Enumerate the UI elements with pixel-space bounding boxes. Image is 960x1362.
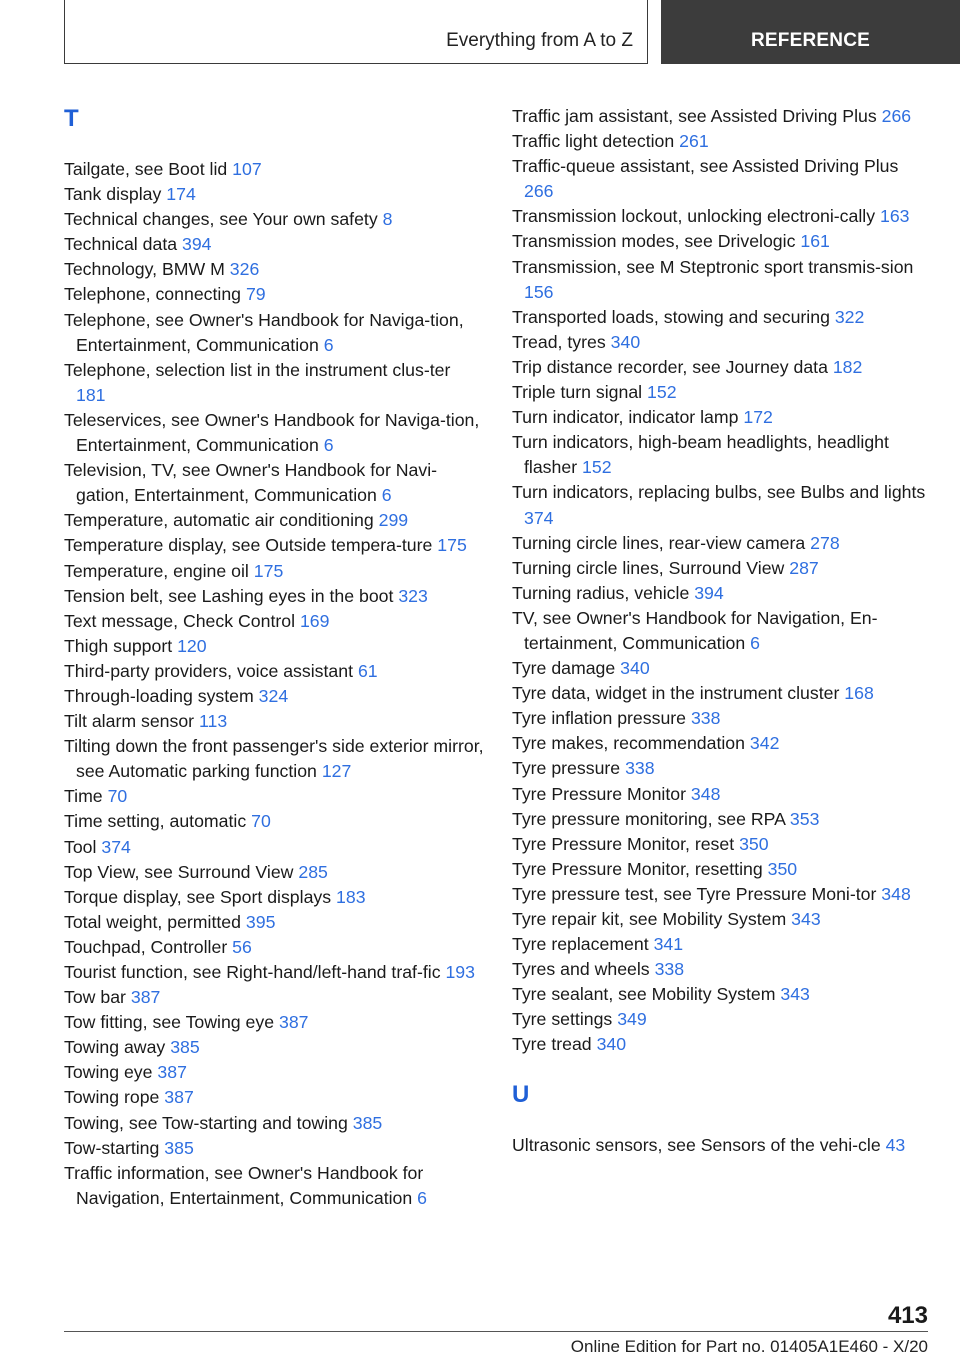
- index-entry: [64, 1035, 484, 1060]
- index-page-link[interactable]: 174: [166, 184, 196, 205]
- index-column-right: [512, 104, 932, 1158]
- index-entry-text: Tow-starting: [64, 1137, 160, 1158]
- index-entry: [512, 857, 932, 882]
- index-entry: [512, 556, 932, 581]
- index-page-link[interactable]: 343: [791, 909, 821, 929]
- index-entry-text: Trip distance recorder, see Journey data: [512, 356, 828, 377]
- index-entry-text: Through-loading system: [64, 685, 254, 706]
- index-entry-list: [512, 104, 932, 1058]
- index-page-link[interactable]: 182: [832, 356, 863, 377]
- page-number: 413: [887, 1302, 928, 1329]
- index-entry: [512, 104, 932, 129]
- index-entry: [64, 559, 484, 584]
- index-page-link[interactable]: 120: [177, 635, 207, 656]
- index-page-link[interactable]: 338: [625, 758, 655, 779]
- index-entry-text: Transmission modes, see Drivelogic: [512, 231, 796, 252]
- index-page-link[interactable]: 340: [620, 658, 650, 679]
- index-page-link[interactable]: 6: [323, 334, 334, 355]
- index-entry-text: Tyres and wheels: [512, 959, 650, 980]
- index-entry-text: Telephone, selection list in the instrument clus‐ter: [64, 359, 451, 380]
- index-entry: [64, 809, 484, 834]
- index-entry-text: TV, see Owner's Handbook for Navigation, En‐tertainment, Communication: [512, 607, 878, 653]
- index-entry-text: Teleservices, see Owner's Handbook for Naviga‐tion, Entertainment, Communication: [64, 409, 480, 456]
- index-entry-text: Technical changes, see Your own safety: [64, 209, 378, 230]
- index-page-link[interactable]: 61: [357, 660, 378, 681]
- index-page-link[interactable]: 193: [445, 962, 475, 982]
- index-entry: [512, 656, 932, 681]
- index-entry: [64, 182, 484, 207]
- index-page-link[interactable]: 152: [582, 457, 612, 478]
- index-entry: [64, 408, 484, 458]
- index-entry-text: Towing eye: [64, 1062, 153, 1083]
- index-entry-text: Tyre damage: [512, 658, 616, 679]
- index-entry: [512, 405, 932, 430]
- index-entry-text: Traffic-queue assistant, see Assisted Driving Plus: [512, 156, 899, 177]
- index-entry-text: Triple turn signal: [512, 382, 643, 403]
- reference-tab[interactable]: [661, 0, 960, 64]
- index-entry-text: Touchpad, Controller: [64, 936, 228, 957]
- index-page-link[interactable]: 266: [524, 181, 554, 202]
- index-entry-text: Top View, see Surround View: [64, 861, 294, 882]
- index-entry: [64, 1060, 484, 1085]
- index-entry-list: [512, 1133, 932, 1158]
- index-entry-text: Tyre settings: [512, 1009, 613, 1030]
- index-page-link[interactable]: 353: [789, 808, 820, 829]
- index-entry: [512, 832, 932, 857]
- index-entry-text: Text message, Check Control: [64, 610, 296, 631]
- footer-edition-text: Online Edition for Part no. 01405A1E460 - X/20: [570, 1337, 928, 1356]
- index-page-link[interactable]: 266: [881, 106, 912, 126]
- index-page-link[interactable]: 387: [279, 1012, 309, 1033]
- index-entry: [64, 533, 484, 558]
- index-entry: [512, 907, 932, 932]
- index-entry-text: Tank display: [64, 184, 162, 205]
- index-entry-text: Tool: [64, 836, 97, 857]
- index-entry: [512, 380, 932, 405]
- index-page-link[interactable]: 152: [647, 382, 677, 403]
- index-page-link[interactable]: 340: [596, 1034, 627, 1055]
- header-section-box: [64, 0, 648, 64]
- index-entry: [64, 584, 484, 609]
- index-page-link[interactable]: 348: [690, 783, 721, 804]
- index-page-link[interactable]: 326: [229, 259, 260, 280]
- index-entry-text: Transmission, see M Steptronic sport transmis‐sion: [512, 256, 914, 277]
- index-page-link[interactable]: 342: [749, 733, 780, 754]
- index-page-link[interactable]: 175: [253, 560, 284, 581]
- index-page-link[interactable]: 349: [617, 1009, 647, 1030]
- index-page-link[interactable]: 113: [199, 711, 228, 732]
- index-entry: [64, 684, 484, 709]
- index-page-link[interactable]: 387: [164, 1087, 194, 1108]
- index-entry: [64, 935, 484, 960]
- index-entry: [64, 308, 484, 358]
- index-entry: [64, 885, 484, 910]
- index-entry-text: Tow bar: [64, 987, 126, 1008]
- index-entry: [512, 229, 932, 254]
- index-entry: [512, 807, 932, 832]
- index-entry: [512, 355, 932, 380]
- index-entry: [512, 1133, 932, 1158]
- index-entry-text: Transported loads, stowing and securing: [512, 306, 830, 327]
- index-entry-text: Turn indicators, replacing bulbs, see Bulbs and lights: [512, 482, 926, 503]
- index-entry: [512, 154, 932, 204]
- index-page-link[interactable]: 348: [881, 883, 911, 904]
- index-entry-text: Tourist function, see Right-hand/left-hand traf‐fic: [64, 962, 441, 982]
- index-page-link[interactable]: 338: [690, 708, 721, 729]
- index-entry: [64, 458, 484, 508]
- index-page-link[interactable]: 374: [101, 836, 131, 857]
- index-page-link[interactable]: 70: [107, 786, 128, 807]
- index-page-link[interactable]: 285: [298, 861, 328, 882]
- index-entry-text: Turning circle lines, Surround View: [512, 557, 785, 578]
- index-entry: [512, 756, 932, 781]
- index-entry: [64, 835, 484, 860]
- index-entry: [512, 1032, 932, 1057]
- index-page-link[interactable]: 394: [182, 234, 212, 255]
- index-entry: [512, 129, 932, 154]
- index-page-link[interactable]: 181: [76, 384, 106, 405]
- index-letter-heading: T: [64, 105, 79, 132]
- index-page-link[interactable]: 385: [352, 1112, 383, 1133]
- index-entry-text: Tyre pressure: [512, 758, 621, 779]
- index-page-link[interactable]: 6: [323, 435, 334, 456]
- index-page-link[interactable]: 163: [880, 206, 910, 227]
- index-entry: [64, 784, 484, 809]
- index-entry: [64, 609, 484, 634]
- index-entry: [512, 882, 932, 907]
- index-page-link[interactable]: 8: [382, 209, 393, 230]
- index-entry-text: Tyre inflation pressure: [512, 708, 687, 729]
- index-entry-text: Traffic jam assistant, see Assisted Driving Plus: [512, 106, 877, 126]
- index-page-link[interactable]: 350: [739, 833, 769, 854]
- index-entry: [64, 1111, 484, 1136]
- index-page-link[interactable]: 278: [810, 532, 840, 553]
- index-page-link[interactable]: 261: [679, 131, 709, 152]
- index-entry: [512, 330, 932, 355]
- index-entry: [512, 706, 932, 731]
- index-entry-text: Tyre pressure test, see Tyre Pressure Moni‐tor: [512, 883, 877, 904]
- section-title: Everything from A to Z: [446, 30, 633, 51]
- index-entry: [64, 960, 484, 985]
- index-entry-text: Time setting, automatic: [64, 811, 247, 832]
- index-page-link[interactable]: 350: [767, 858, 798, 879]
- index-entry-text: Tyre replacement: [512, 934, 649, 955]
- index-page-link[interactable]: 338: [654, 959, 685, 980]
- index-entry-text: Turn indicator, indicator lamp: [512, 407, 739, 428]
- index-page-link[interactable]: 394: [694, 582, 724, 603]
- index-entry-text: Tilting down the front passenger's side exterior mirror, see Automatic parking function: [64, 736, 484, 782]
- index-entry-text: Tyre data, widget in the instrument cluster: [512, 683, 840, 704]
- index-entry: [64, 157, 484, 182]
- index-entry: [64, 659, 484, 684]
- index-page-link[interactable]: 169: [299, 610, 330, 631]
- index-entry-text: Tyre sealant, see Mobility System: [512, 984, 776, 1005]
- index-page-link[interactable]: 172: [743, 407, 773, 428]
- index-entry: [512, 681, 932, 706]
- index-entry-text: Traffic light detection: [512, 131, 675, 152]
- index-entry: [512, 204, 932, 229]
- index-entry: [64, 282, 484, 307]
- reference-tab-label: REFERENCE: [751, 30, 870, 51]
- index-entry: [64, 508, 484, 533]
- index-entry-text: Tension belt, see Lashing eyes in the boot: [64, 585, 394, 606]
- index-entry: [64, 860, 484, 885]
- index-entry-text: Towing away: [64, 1037, 166, 1058]
- index-page-link[interactable]: 6: [750, 632, 760, 653]
- index-entry: [64, 358, 484, 408]
- index-page-link[interactable]: 6: [381, 485, 392, 506]
- index-page-link[interactable]: 287: [789, 557, 819, 578]
- index-letter-heading: U: [512, 1080, 530, 1108]
- index-entry-text: Tyre tread: [512, 1034, 592, 1055]
- index-entry-text: Tyre makes, recommendation: [512, 733, 745, 754]
- index-entry-text: Total weight, permitted: [64, 911, 241, 932]
- index-page-link[interactable]: 341: [653, 934, 684, 955]
- index-entry: [64, 257, 484, 282]
- index-entry: [64, 734, 484, 784]
- index-entry: [512, 255, 932, 305]
- index-entry: [64, 709, 484, 734]
- index-entry: [512, 606, 932, 656]
- index-entry: [512, 581, 932, 606]
- index-page-link[interactable]: 299: [378, 510, 409, 531]
- index-entry: [512, 982, 932, 1007]
- index-entry: [512, 731, 932, 756]
- index-page-link[interactable]: 385: [170, 1037, 200, 1058]
- index-entry: [64, 1161, 484, 1211]
- index-entry-text: Technology, BMW M: [64, 259, 225, 280]
- index-page-link[interactable]: 395: [245, 911, 276, 932]
- index-entry-text: Turn indicators, high-beam headlights, headlight flasher: [512, 432, 889, 478]
- index-entry: [512, 305, 932, 330]
- index-entry-text: Thigh support: [64, 635, 173, 656]
- index-entry-text: Time: [64, 786, 103, 807]
- index-entry: [64, 634, 484, 659]
- index-page-link[interactable]: 183: [336, 886, 366, 907]
- index-entry-text: Turning radius, vehicle: [512, 582, 690, 603]
- index-page-link[interactable]: 324: [258, 685, 289, 706]
- index-entry-text: Telephone, see Owner's Handbook for Naviga‐tion, Entertainment, Communication: [64, 309, 464, 355]
- index-page-link[interactable]: 168: [844, 683, 874, 704]
- index-entry-text: Turning circle lines, rear-view camera: [512, 532, 806, 553]
- index-entry: [512, 782, 932, 807]
- index-entry: [512, 1007, 932, 1032]
- index-page-link[interactable]: 387: [157, 1062, 187, 1083]
- index-entry-text: Tyre Pressure Monitor, resetting: [512, 858, 763, 879]
- index-page-link[interactable]: 156: [524, 281, 554, 302]
- index-entry-text: Transmission lockout, unlocking electroni‐cally: [512, 206, 876, 227]
- index-page-link[interactable]: 175: [437, 535, 467, 556]
- footer-divider: [64, 1331, 928, 1332]
- index-entry-text: Tyre repair kit, see Mobility System: [512, 909, 787, 929]
- index-entry: [64, 232, 484, 257]
- index-entry-text: Temperature display, see Outside tempera‐ture: [64, 535, 433, 556]
- index-entry-text: Tyre pressure monitoring, see RPA: [512, 808, 785, 829]
- index-page-link[interactable]: 43: [885, 1134, 906, 1155]
- index-entry-text: Ultrasonic sensors, see Sensors of the vehi‐cle: [512, 1134, 881, 1155]
- index-page-link[interactable]: 79: [245, 284, 266, 305]
- index-entry-text: Temperature, automatic air conditioning: [64, 510, 374, 531]
- index-entry-text: Television, TV, see Owner's Handbook for Navi‐gation, Entertainment, Communication: [64, 460, 438, 506]
- index-entry-text: Towing rope: [64, 1087, 160, 1108]
- index-page-link[interactable]: 70: [251, 811, 271, 832]
- index-page-link[interactable]: 343: [780, 984, 810, 1005]
- index-entry-text: Tailgate, see Boot lid: [64, 159, 228, 179]
- index-entry: [64, 207, 484, 232]
- index-entry-text: Torque display, see Sport displays: [64, 886, 332, 907]
- index-entry-text: Tyre Pressure Monitor: [512, 783, 686, 804]
- index-page-link[interactable]: 322: [834, 306, 865, 327]
- index-page-link[interactable]: 374: [524, 507, 554, 528]
- index-entry-text: Temperature, engine oil: [64, 560, 249, 581]
- index-entry-text: Tow fitting, see Towing eye: [64, 1012, 275, 1033]
- index-entry: [512, 531, 932, 556]
- index-page-link[interactable]: 323: [398, 585, 428, 606]
- index-entry-text: Traffic information, see Owner's Handbook for Navigation, Entertainment, Communication: [64, 1162, 424, 1208]
- index-page-link[interactable]: 6: [417, 1187, 427, 1208]
- index-entry: [64, 1136, 484, 1161]
- index-entry: [64, 985, 484, 1010]
- index-entry: [64, 1010, 484, 1035]
- index-page-link[interactable]: 56: [232, 936, 252, 957]
- index-page-link[interactable]: 107: [232, 159, 262, 179]
- index-entry-text: Tyre Pressure Monitor, reset: [512, 833, 735, 854]
- index-entry-text: Towing, see Tow-starting and towing: [64, 1112, 348, 1133]
- index-page-link[interactable]: 387: [130, 987, 161, 1008]
- index-page-link[interactable]: 385: [164, 1137, 194, 1158]
- index-entry: [64, 910, 484, 935]
- index-entry: [512, 957, 932, 982]
- index-entry: [64, 1085, 484, 1110]
- index-entry: [512, 932, 932, 957]
- index-page-link[interactable]: 127: [321, 761, 352, 782]
- index-entry-list: [64, 157, 484, 1211]
- index-entry-text: Tread, tyres: [512, 331, 606, 352]
- index-column-left: [64, 104, 484, 1211]
- index-entry-text: Technical data: [64, 234, 178, 255]
- index-page-link[interactable]: 161: [800, 231, 830, 252]
- index-entry: [512, 480, 932, 530]
- index-entry: [512, 430, 932, 480]
- index-entry-text: Tilt alarm sensor: [64, 711, 195, 732]
- index-page-link[interactable]: 340: [610, 331, 641, 352]
- index-entry-text: Telephone, connecting: [64, 284, 242, 305]
- index-entry-text: Third-party providers, voice assistant: [64, 660, 354, 681]
